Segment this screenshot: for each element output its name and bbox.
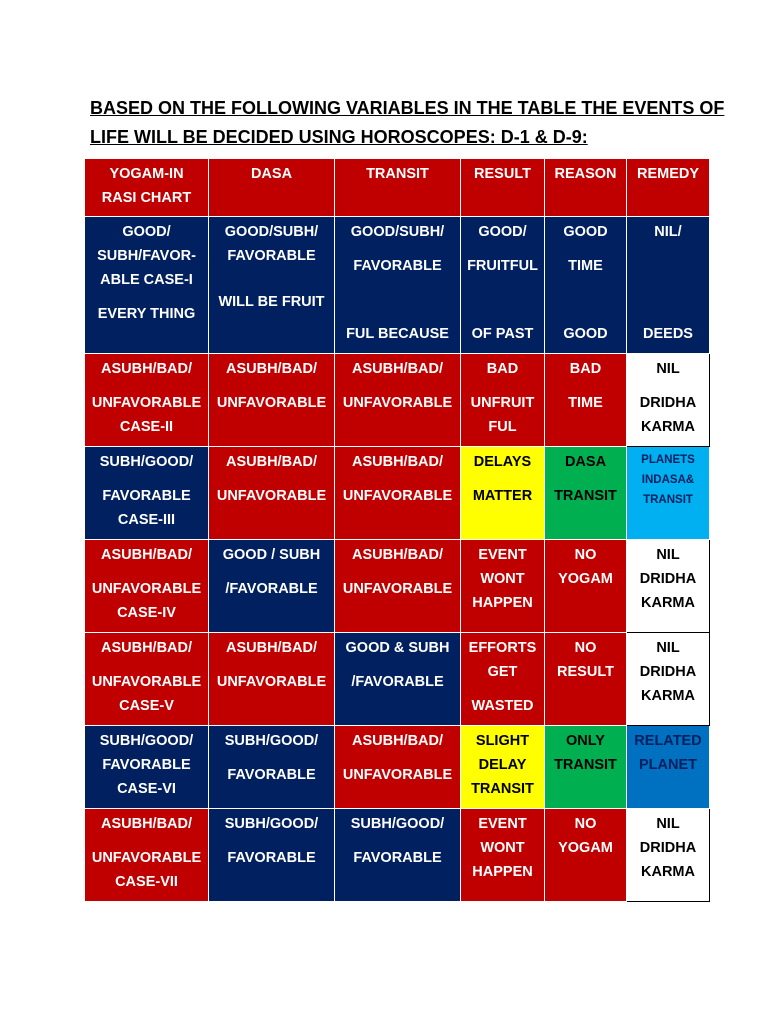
heading-line-1: BASED ON THE FOLLOWING VARIABLES IN THE TABLE THE EVENTS OF: [90, 98, 725, 118]
table-row: [85, 726, 710, 809]
cell-dasa: ASUBH/BAD/ UNFAVORABLE: [209, 633, 335, 726]
table-row: [85, 447, 710, 540]
table-header-row: [85, 159, 710, 217]
cell-yogam: ASUBH/BAD/ UNFAVORABLE CASE-V: [85, 633, 209, 726]
cell-transit: ASUBH/BAD/ UNFAVORABLE: [335, 726, 461, 809]
cell-transit: ASUBH/BAD/ UNFAVORABLE: [335, 540, 461, 633]
cell-yogam: SUBH/GOOD/ FAVORABLE CASE-VI: [85, 726, 209, 809]
cell-result: GOOD/ FRUITFUL OF PAST: [461, 217, 545, 354]
cell-result: SLIGHT DELAY TRANSIT: [461, 726, 545, 809]
cell-remedy: RELATED PLANET: [627, 726, 710, 809]
cell-remedy: PLANETS INDASA& TRANSIT: [627, 447, 710, 540]
table-row: [85, 633, 710, 726]
header-dasa: DASA: [209, 159, 335, 217]
cell-reason: NO RESULT: [545, 633, 627, 726]
document-heading: [90, 94, 725, 152]
heading-line-2: LIFE WILL BE DECIDED USING HOROSCOPES: D-1 & D-9:: [90, 127, 588, 147]
header-result: RESULT: [461, 159, 545, 217]
cell-remedy: NIL/ DEEDS: [627, 217, 710, 354]
cell-reason: NO YOGAM: [545, 540, 627, 633]
cell-transit: GOOD/SUBH/ FAVORABLE FUL BECAUSE: [335, 217, 461, 354]
cell-transit: SUBH/GOOD/ FAVORABLE: [335, 809, 461, 902]
cell-transit: ASUBH/BAD/ UNFAVORABLE: [335, 447, 461, 540]
cell-result: BAD UNFRUIT FUL: [461, 354, 545, 447]
cell-result: EVENT WONT HAPPEN: [461, 540, 545, 633]
table-row: [85, 809, 710, 902]
cell-reason: NO YOGAM: [545, 809, 627, 902]
cell-transit: GOOD & SUBH /FAVORABLE: [335, 633, 461, 726]
cell-result: DELAYS MATTER: [461, 447, 545, 540]
header-yogam: YOGAM-IN RASI CHART: [85, 159, 209, 217]
horoscope-events-table: [84, 158, 710, 902]
cell-yogam: GOOD/ SUBH/FAVOR- ABLE CASE-I EVERY THING: [85, 217, 209, 354]
header-transit: TRANSIT: [335, 159, 461, 217]
cell-dasa: SUBH/GOOD/ FAVORABLE: [209, 809, 335, 902]
cell-reason: ONLY TRANSIT: [545, 726, 627, 809]
cell-remedy: NIL DRIDHA KARMA: [627, 354, 710, 447]
header-reason: REASON: [545, 159, 627, 217]
cell-reason: BAD TIME: [545, 354, 627, 447]
cell-yogam: ASUBH/BAD/ UNFAVORABLE CASE-VII: [85, 809, 209, 902]
cell-result: EFFORTS GET WASTED: [461, 633, 545, 726]
cell-dasa: SUBH/GOOD/ FAVORABLE: [209, 726, 335, 809]
cell-remedy: NIL DRIDHA KARMA: [627, 540, 710, 633]
cell-yogam: ASUBH/BAD/ UNFAVORABLE CASE-IV: [85, 540, 209, 633]
header-remedy: REMEDY: [627, 159, 710, 217]
cell-yogam: ASUBH/BAD/ UNFAVORABLE CASE-II: [85, 354, 209, 447]
cell-transit: ASUBH/BAD/ UNFAVORABLE: [335, 354, 461, 447]
cell-dasa: GOOD / SUBH /FAVORABLE: [209, 540, 335, 633]
cell-dasa: GOOD/SUBH/ FAVORABLE WILL BE FRUIT: [209, 217, 335, 354]
cell-dasa: ASUBH/BAD/ UNFAVORABLE: [209, 447, 335, 540]
cell-dasa: ASUBH/BAD/ UNFAVORABLE: [209, 354, 335, 447]
table-row: [85, 540, 710, 633]
cell-reason: DASA TRANSIT: [545, 447, 627, 540]
cell-reason: GOOD TIME GOOD: [545, 217, 627, 354]
cell-result: EVENT WONT HAPPEN: [461, 809, 545, 902]
cell-remedy: NIL DRIDHA KARMA: [627, 809, 710, 902]
table-row: [85, 354, 710, 447]
cell-yogam: SUBH/GOOD/ FAVORABLE CASE-III: [85, 447, 209, 540]
table-row: [85, 217, 710, 354]
cell-remedy: NIL DRIDHA KARMA: [627, 633, 710, 726]
